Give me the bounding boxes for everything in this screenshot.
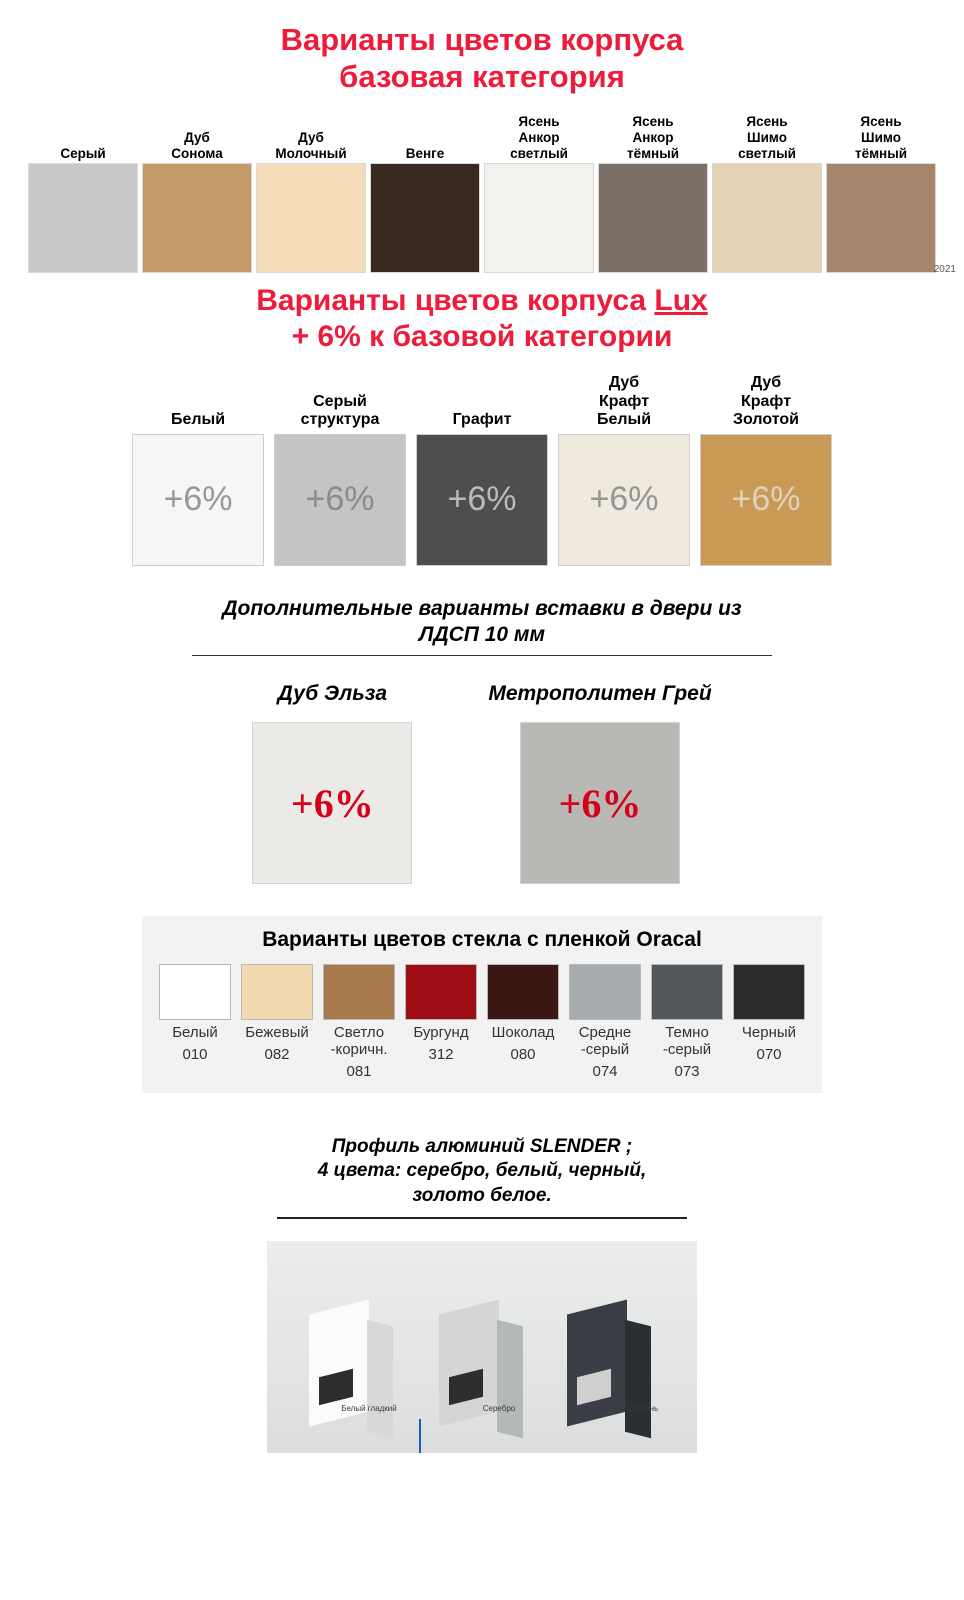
base-color-chip[interactable] bbox=[712, 163, 822, 273]
profile-bar-side bbox=[625, 1319, 651, 1437]
profile-caption-line1: Профиль алюминий SLENDER ; bbox=[331, 1135, 633, 1157]
lux-color-chip[interactable] bbox=[274, 434, 406, 566]
profile-sample-white bbox=[309, 1307, 397, 1419]
oracal-color-chip[interactable] bbox=[733, 964, 805, 1020]
insert-sample-row bbox=[0, 682, 964, 884]
oracal-color-chip[interactable] bbox=[405, 964, 477, 1020]
profile-divider bbox=[277, 1217, 687, 1219]
oracal-color-code: 073 bbox=[674, 1062, 700, 1080]
lux-surcharge-badge: +6% bbox=[163, 480, 233, 519]
insert-sample-chip[interactable] bbox=[252, 722, 412, 884]
oracal-color-code: 080 bbox=[510, 1045, 536, 1063]
lux-color-chip[interactable] bbox=[416, 434, 548, 566]
oracal-color-name: Средне -серый bbox=[578, 1024, 632, 1058]
lux-color-swatch[interactable] bbox=[130, 368, 266, 566]
lux-color-swatch[interactable] bbox=[556, 368, 692, 566]
oracal-color-chip[interactable] bbox=[651, 964, 723, 1020]
lux-color-chip[interactable] bbox=[558, 434, 690, 566]
lux-color-chip[interactable] bbox=[132, 434, 264, 566]
insert-sample[interactable] bbox=[252, 682, 412, 884]
oracal-swatch[interactable] bbox=[155, 964, 235, 1080]
insert-sample-label: Метрополитен Грей bbox=[488, 682, 712, 706]
oracal-color-name: Бургунд bbox=[413, 1024, 469, 1042]
profile-section-caption bbox=[0, 1135, 964, 1209]
insert-divider bbox=[192, 655, 772, 656]
lux-color-label: Дуб Крафт Золотой bbox=[733, 374, 799, 429]
base-color-row bbox=[0, 109, 964, 276]
lux-surcharge-badge: +6% bbox=[305, 480, 375, 519]
base-color-swatch[interactable] bbox=[28, 109, 138, 273]
oracal-color-code: 074 bbox=[592, 1062, 618, 1080]
oracal-color-chip[interactable] bbox=[241, 964, 313, 1020]
profile-bar-side bbox=[497, 1319, 523, 1437]
lux-category-heading bbox=[0, 273, 964, 354]
oracal-color-chip[interactable] bbox=[159, 964, 231, 1020]
base-color-swatch[interactable] bbox=[142, 109, 252, 273]
oracal-color-row bbox=[142, 964, 822, 1080]
lux-color-label: Графит bbox=[452, 411, 512, 429]
oracal-swatch[interactable] bbox=[565, 964, 645, 1080]
base-color-swatch[interactable] bbox=[370, 109, 480, 273]
lux-color-swatch[interactable] bbox=[698, 368, 834, 566]
oracal-swatch[interactable] bbox=[237, 964, 317, 1080]
insert-caption-line2: ЛДСП 10 мм bbox=[419, 622, 545, 646]
base-color-chip[interactable] bbox=[28, 163, 138, 273]
insert-surcharge-badge: +6% bbox=[558, 780, 642, 826]
insert-surcharge-badge: +6% bbox=[290, 780, 374, 826]
oracal-color-code: 082 bbox=[264, 1045, 290, 1063]
base-color-label: Ясень Шимо светлый bbox=[738, 114, 796, 161]
base-color-swatch[interactable] bbox=[826, 109, 936, 273]
year-watermark: 2021 bbox=[933, 264, 956, 276]
base-color-chip[interactable] bbox=[256, 163, 366, 273]
lux-color-label: Серый структура bbox=[300, 392, 380, 429]
oracal-color-code: 010 bbox=[182, 1045, 208, 1063]
base-color-label: Ясень Анкор тёмный bbox=[626, 114, 680, 161]
lux-heading-line1 bbox=[0, 283, 964, 318]
base-color-label: Ясень Шимо тёмный bbox=[854, 114, 908, 161]
lux-color-swatch[interactable] bbox=[272, 368, 408, 566]
base-color-swatch[interactable] bbox=[484, 109, 594, 273]
oracal-color-name: Темно -серый bbox=[662, 1024, 712, 1058]
oracal-color-code: 070 bbox=[756, 1045, 782, 1063]
base-color-swatch[interactable] bbox=[256, 109, 366, 273]
oracal-section bbox=[142, 916, 822, 1092]
oracal-color-name: Бежевый bbox=[245, 1024, 309, 1042]
oracal-color-chip[interactable] bbox=[323, 964, 395, 1020]
insert-caption-line1: Дополнительные варианты вставки в двери из bbox=[222, 596, 742, 620]
profile-sample-label: Белый гладкий bbox=[341, 1403, 397, 1413]
base-color-swatch[interactable] bbox=[712, 109, 822, 273]
profile-bar-side bbox=[367, 1319, 393, 1437]
oracal-swatch[interactable] bbox=[401, 964, 481, 1080]
insert-section-caption bbox=[0, 596, 964, 647]
lux-heading-line2: + 6% к базовой категории bbox=[291, 319, 673, 353]
oracal-color-name: Шоколад bbox=[491, 1024, 555, 1042]
lux-surcharge-badge: +6% bbox=[447, 480, 517, 519]
base-color-label: Ясень Анкор светлый bbox=[510, 114, 568, 161]
lux-surcharge-badge: +6% bbox=[731, 480, 801, 519]
oracal-color-chip[interactable] bbox=[487, 964, 559, 1020]
base-color-label: Дуб Сонома bbox=[171, 129, 223, 161]
profile-sample-label: Серебро bbox=[482, 1403, 516, 1413]
base-category-heading bbox=[0, 0, 964, 95]
base-color-chip[interactable] bbox=[142, 163, 252, 273]
lux-surcharge-badge: +6% bbox=[589, 480, 659, 519]
profile-accent-line bbox=[419, 1419, 421, 1453]
lux-color-row bbox=[0, 368, 964, 566]
oracal-color-code: 081 bbox=[346, 1062, 372, 1080]
oracal-swatch[interactable] bbox=[319, 964, 399, 1080]
lux-heading-text: Варианты цветов корпуса bbox=[256, 284, 655, 318]
oracal-swatch[interactable] bbox=[483, 964, 563, 1080]
oracal-swatch[interactable] bbox=[647, 964, 727, 1080]
base-color-label: Серый bbox=[60, 145, 106, 161]
base-color-chip[interactable] bbox=[370, 163, 480, 273]
base-color-chip[interactable] bbox=[484, 163, 594, 273]
oracal-title: Варианты цветов стекла с пленкой Oracal bbox=[262, 928, 702, 952]
insert-sample[interactable] bbox=[488, 682, 711, 884]
lux-heading-underlined: Lux bbox=[654, 284, 708, 318]
lux-color-label: Дуб Крафт Белый bbox=[596, 374, 652, 429]
lux-color-swatch[interactable] bbox=[414, 368, 550, 566]
base-heading-line1: Варианты цветов корпуса bbox=[280, 22, 684, 57]
base-color-chip[interactable] bbox=[598, 163, 708, 273]
oracal-swatch[interactable] bbox=[729, 964, 809, 1080]
oracal-color-code: 312 bbox=[428, 1045, 454, 1063]
profile-caption-line2: 4 цвета: серебро, белый, черный, bbox=[317, 1160, 647, 1182]
profile-sample-label: Чёрный шагрень bbox=[595, 1403, 659, 1413]
base-heading-line2: базовая категория bbox=[339, 58, 625, 94]
profile-sample-black bbox=[567, 1307, 659, 1419]
profile-caption-line3: золото белое. bbox=[412, 1184, 552, 1206]
base-color-label: Венге bbox=[405, 145, 445, 161]
insert-sample-chip[interactable] bbox=[520, 722, 680, 884]
oracal-color-name: Светло -коричн. bbox=[330, 1024, 388, 1058]
oracal-color-chip[interactable] bbox=[569, 964, 641, 1020]
lux-color-chip[interactable] bbox=[700, 434, 832, 566]
base-color-chip[interactable] bbox=[826, 163, 936, 273]
profile-photo bbox=[267, 1241, 697, 1453]
base-color-label: Дуб Молочный bbox=[275, 129, 347, 161]
lux-color-label: Белый bbox=[170, 411, 226, 429]
insert-sample-label: Дуб Эльза bbox=[277, 682, 388, 706]
profile-sample-silver bbox=[439, 1307, 516, 1419]
base-color-swatch[interactable] bbox=[598, 109, 708, 273]
oracal-color-name: Белый bbox=[172, 1024, 218, 1042]
oracal-color-name: Черный bbox=[741, 1024, 797, 1042]
